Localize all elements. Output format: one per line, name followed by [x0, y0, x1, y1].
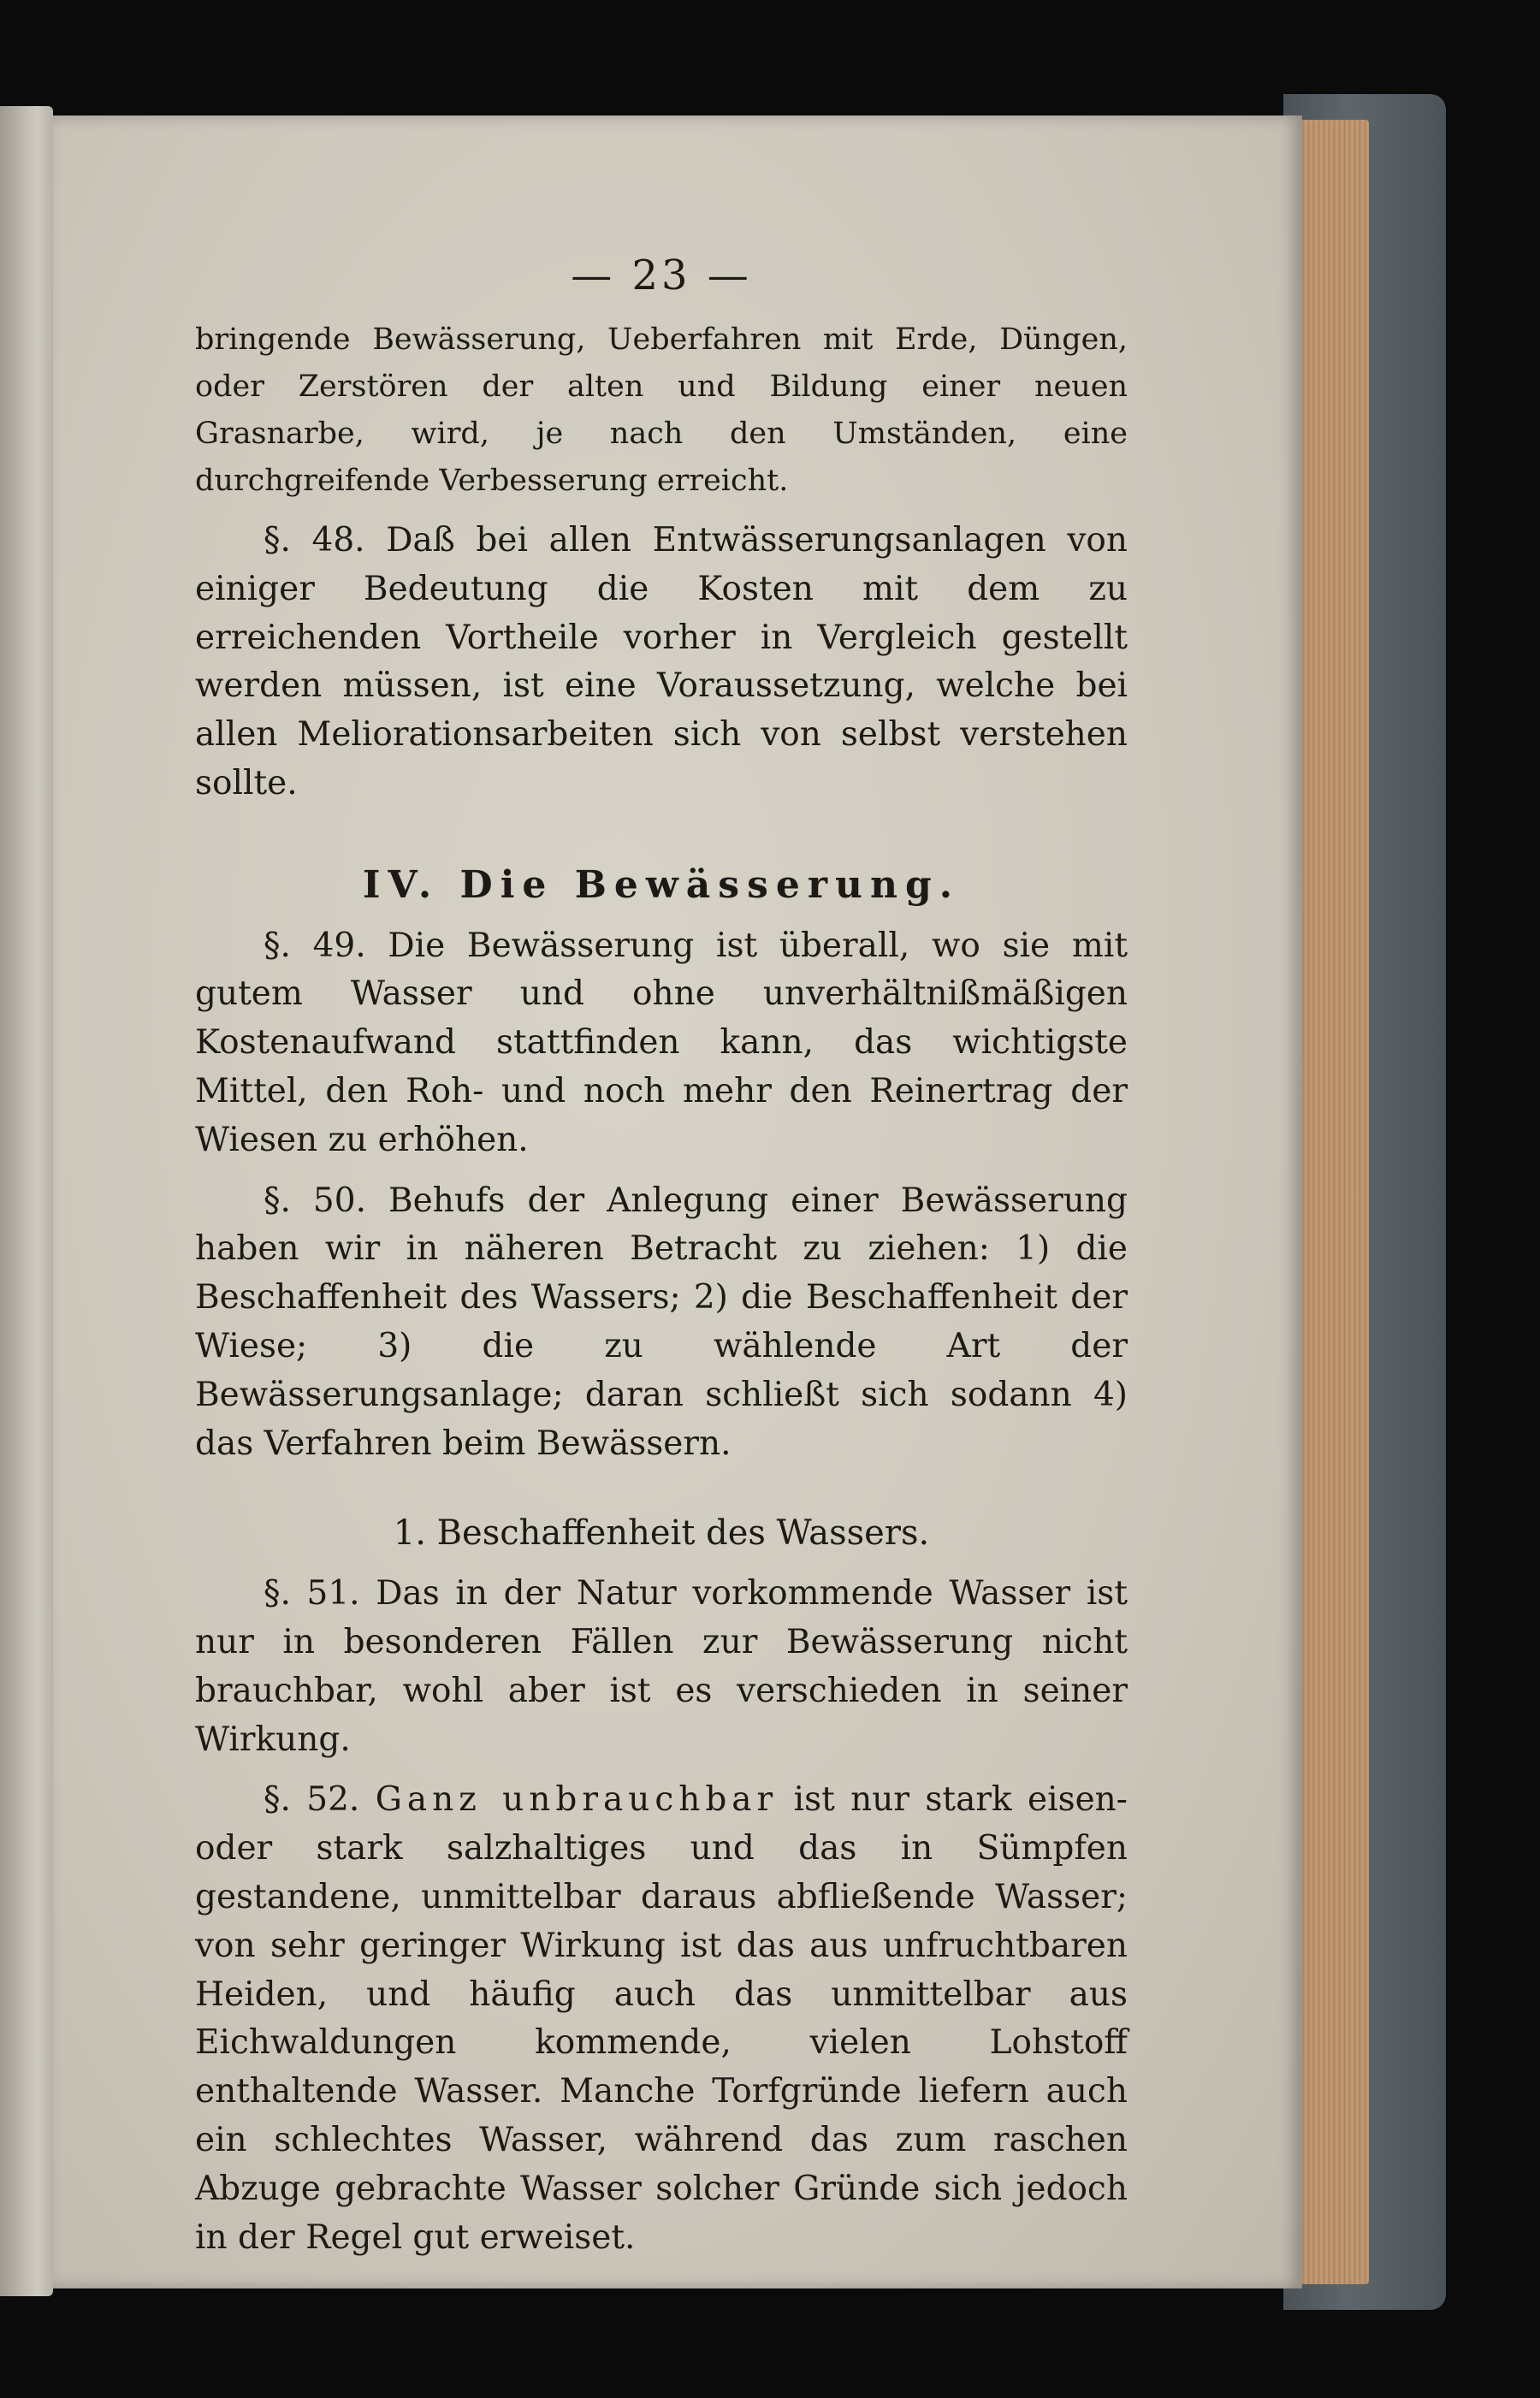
page-number: — 23 —: [571, 252, 752, 299]
intro-paragraph: bringende Bewässerung, Ueberfahren mit Erde, Düngen, oder Zerstören der alten und Bildung einer neuen Grasnarbe, wird, je nach den Umständen, eine durchgreifende Verbesserung erreicht.: [195, 323, 1128, 498]
facing-page-edge: [0, 106, 53, 2296]
paragraph-52-body: ist nur stark eisen- oder stark salzhaltiges und das in Sümpfen gestandene, unmittelbar daraus abfließende Wasser; von sehr geringer Wirkung ist das aus unfruchtbaren Heiden, und häufig auch das unmittelbar aus Eichwaldungen kommende, vielen Lohstoff enthaltende Wasser. Manche Torfgründe liefern auch ein schlechtes Wasser, während das zum raschen Abzuge gebrachte Wasser solcher Gründe sich jedoch in der Regel gut erweiset.: [195, 1780, 1128, 2257]
paragraph-52: [195, 1776, 1128, 2262]
paragraph-49: §. 49. Die Bewässerung ist überall, wo sie mit gutem Wasser und ohne unverhältnißmäßigen Kostenaufwand stattfinden kann, das wichtigste Mittel, den Roh- und noch mehr den Reinertrag der Wiesen zu erhöhen.: [195, 926, 1128, 1159]
subsection-heading-1: 1. Beschaffenheit des Wassers.: [393, 1513, 930, 1554]
paragraph-50: §. 50. Behufs der Anlegung einer Bewässerung haben wir in näheren Betracht zu ziehen: 1) die Beschaffenheit des Wassers; 2) die Beschaffenheit der Wiese; 3) die zu wählende Art der Bewässerungsanlage; daran schließt sich sodann 4) das Verfahren beim Bewässern.: [195, 1181, 1128, 1463]
paragraph-51: §. 51. Das in der Natur vorkommende Wasser ist nur in besonderen Fällen zur Bewässerung nicht brauchbar, wohl aber ist es verschieden in seiner Wirkung.: [195, 1574, 1128, 1759]
paragraph-52-emphasis: Ganz unbrauchbar: [375, 1780, 779, 1820]
paragraph-48: §. 48. Daß bei allen Entwässerungsanlagen von einiger Bedeutung die Kosten mit dem zu erreichenden Vortheile vorher in Vergleich gestellt werden müssen, ist eine Voraussetzung, welche bei allen Meliorationsarbeiten sich von selbst verstehen sollte.: [195, 521, 1128, 802]
paragraph-52-number: §. 52.: [264, 1780, 360, 1820]
section-heading-iv: IV. Die Bewässerung.: [362, 862, 961, 907]
page-text: [195, 250, 1128, 2262]
